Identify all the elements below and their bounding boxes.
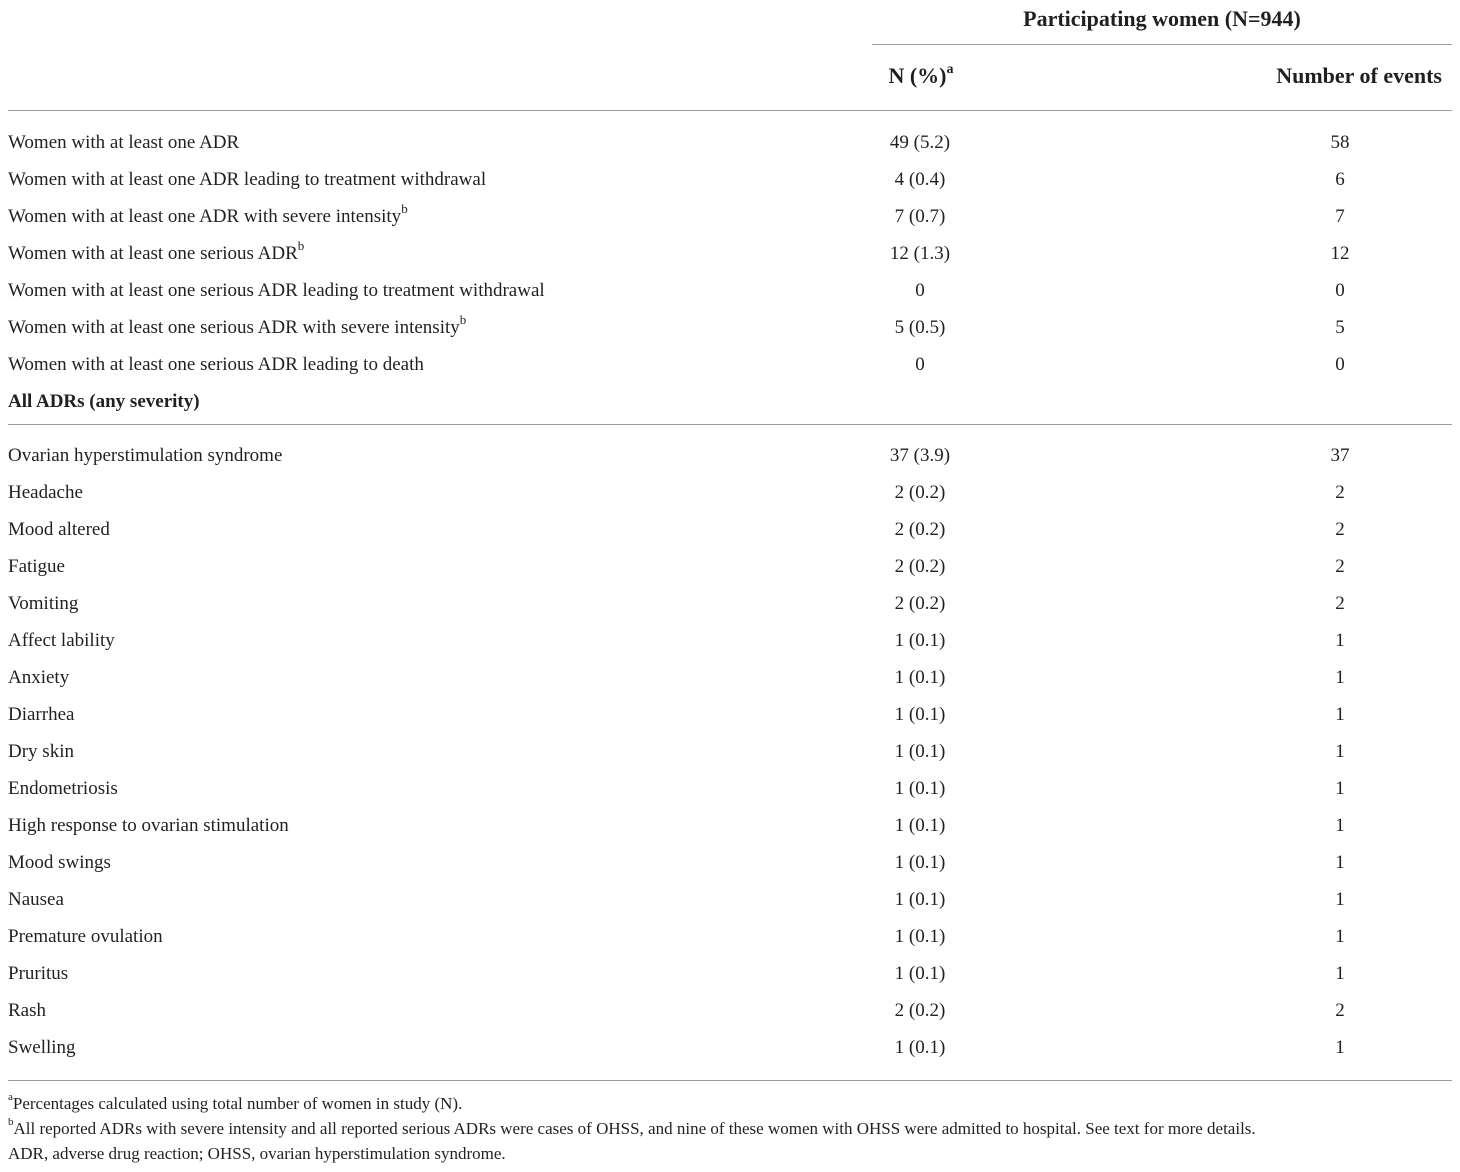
- cell-number-of-events: 1: [1335, 963, 1345, 984]
- cell-number-of-events: 12: [1330, 243, 1350, 264]
- table-row: [0, 474, 1460, 511]
- row-label-text: Swelling: [8, 1037, 76, 1058]
- row-label-text: Vomiting: [8, 593, 79, 614]
- table-row: [0, 807, 1460, 844]
- cell-number-of-events: 6: [1335, 169, 1345, 190]
- cell-n-percent: 49 (5.2): [889, 132, 951, 153]
- footnote-a: [8, 1091, 1456, 1116]
- table-row: [0, 272, 1460, 309]
- table-row: [0, 437, 1460, 474]
- cell-n-percent: 2 (0.2): [894, 593, 946, 614]
- footnote-abbreviations: ADR, adverse drug reaction; OHSS, ovarian hyperstimulation syndrome.: [8, 1144, 506, 1163]
- table-row: [0, 881, 1460, 918]
- section-title-all-adrs: All ADRs (any severity): [8, 391, 200, 412]
- row-label: [8, 696, 74, 733]
- row-label: [8, 585, 78, 622]
- cell-number-of-events: 2: [1335, 482, 1345, 503]
- cell-n-percent: 7 (0.7): [894, 206, 946, 227]
- cell-number-of-events: 5: [1335, 317, 1345, 338]
- footnote-marker: b: [401, 200, 408, 216]
- row-label: [8, 770, 118, 807]
- table-row: [0, 124, 1460, 161]
- row-label: [8, 548, 65, 585]
- cell-n-percent: 0: [915, 354, 925, 375]
- row-label-text: Women with at least one serious ADR leading to death: [8, 354, 424, 375]
- row-label-text: Women with at least one serious ADR: [8, 243, 298, 264]
- cell-n-percent: 1 (0.1): [894, 778, 946, 799]
- row-label-text: Affect lability: [8, 630, 115, 651]
- row-label: [8, 124, 239, 161]
- cell-n-percent: 37 (3.9): [889, 445, 951, 466]
- row-label: [8, 622, 115, 659]
- group-header-rule: [872, 44, 1452, 45]
- row-label-text: Pruritus: [8, 963, 69, 984]
- row-label: [8, 918, 163, 955]
- row-label-text: Headache: [8, 482, 83, 503]
- cell-number-of-events: 2: [1335, 1000, 1345, 1021]
- cell-n-percent: 1 (0.1): [894, 741, 946, 762]
- cell-number-of-events: 2: [1335, 556, 1345, 577]
- table-row: [0, 161, 1460, 198]
- group-header: Participating women (N=944): [1023, 6, 1301, 31]
- cell-number-of-events: 1: [1335, 667, 1345, 688]
- row-label-text: Fatigue: [8, 556, 65, 577]
- cell-n-percent: 2 (0.2): [894, 1000, 946, 1021]
- row-label: [8, 992, 46, 1029]
- cell-n-percent: 1 (0.1): [894, 963, 946, 984]
- column-header-n-label: N (%): [888, 63, 947, 88]
- cell-number-of-events: 1: [1335, 1037, 1345, 1058]
- column-header-n-percent: [872, 60, 970, 92]
- cell-number-of-events: 2: [1335, 519, 1345, 540]
- table-row: [0, 1029, 1460, 1066]
- row-label: [8, 1029, 76, 1066]
- row-label: [8, 955, 68, 992]
- cell-n-percent: 1 (0.1): [894, 926, 946, 947]
- row-label-text: Women with at least one ADR with severe intensity: [8, 206, 402, 227]
- table-row: [0, 309, 1460, 346]
- cell-n-percent: 2 (0.2): [894, 519, 946, 540]
- cell-n-percent: 5 (0.5): [894, 317, 946, 338]
- cell-number-of-events: 1: [1335, 630, 1345, 651]
- table-row: [0, 235, 1460, 272]
- row-label: [8, 437, 282, 474]
- table-row: [0, 696, 1460, 733]
- cell-n-percent: 1 (0.1): [894, 1037, 946, 1058]
- row-label: [8, 659, 69, 696]
- cell-number-of-events: 1: [1335, 889, 1345, 910]
- table-row: [0, 955, 1460, 992]
- row-label-text: Women with at least one serious ADR with severe intensity: [8, 317, 460, 338]
- footnote-a-text: Percentages calculated using total number of women in study (N).: [12, 1094, 463, 1113]
- footnote-marker: a: [946, 61, 954, 77]
- footnote-b-text: All reported ADRs with severe intensity and all reported serious ADRs were cases of OHSS, and nine of these women with OHSS were admitted to hospital. See text for more details.: [13, 1119, 1256, 1138]
- table-row: [0, 770, 1460, 807]
- cell-n-percent: 0: [915, 280, 925, 301]
- row-label: [8, 272, 545, 309]
- row-label: [8, 733, 74, 770]
- row-label-text: Ovarian hyperstimulation syndrome: [8, 445, 283, 466]
- cell-n-percent: 2 (0.2): [894, 556, 946, 577]
- table-row: [0, 511, 1460, 548]
- row-label: [8, 198, 408, 235]
- row-label: [8, 309, 466, 346]
- cell-number-of-events: 2: [1335, 593, 1345, 614]
- footnote-a-marker: a: [8, 1091, 13, 1104]
- table-row: [0, 346, 1460, 383]
- table-row: [0, 548, 1460, 585]
- row-label-text: Rash: [8, 1000, 46, 1021]
- cell-number-of-events: 0: [1335, 354, 1345, 375]
- cell-n-percent: 1 (0.1): [894, 852, 946, 873]
- cell-number-of-events: 7: [1335, 206, 1345, 227]
- cell-n-percent: 1 (0.1): [894, 667, 946, 688]
- row-label: [8, 844, 111, 881]
- table-row: [0, 659, 1460, 696]
- row-label-text: Women with at least one ADR leading to treatment withdrawal: [8, 169, 487, 190]
- footnote-b-marker: b: [8, 1116, 14, 1129]
- row-label-text: Dry skin: [8, 741, 74, 762]
- row-label: [8, 807, 289, 844]
- row-label-text: Women with at least one serious ADR leading to treatment withdrawal: [8, 280, 545, 301]
- cell-number-of-events: 1: [1335, 704, 1345, 725]
- row-label-text: Diarrhea: [8, 704, 75, 725]
- cell-number-of-events: 37: [1330, 445, 1350, 466]
- cell-number-of-events: 1: [1335, 741, 1345, 762]
- row-label: [8, 881, 64, 918]
- cell-n-percent: 2 (0.2): [894, 482, 946, 503]
- footnotes: [8, 1091, 1456, 1166]
- row-label-text: Premature ovulation: [8, 926, 163, 947]
- row-label-text: Endometriosis: [8, 778, 118, 799]
- cell-n-percent: 1 (0.1): [894, 630, 946, 651]
- row-label-text: Mood altered: [8, 519, 110, 540]
- cell-number-of-events: 0: [1335, 280, 1345, 301]
- table-row: [0, 622, 1460, 659]
- column-header-number-of-events: Number of events: [1276, 63, 1442, 88]
- header-bottom-rule: [8, 110, 1452, 111]
- cell-number-of-events: 1: [1335, 815, 1345, 836]
- table-row: [0, 918, 1460, 955]
- cell-n-percent: 1 (0.1): [894, 889, 946, 910]
- row-label: [8, 161, 486, 198]
- cell-n-percent: 12 (1.3): [889, 243, 951, 264]
- table-bottom-rule: [8, 1080, 1452, 1081]
- section-rule: [8, 424, 1452, 425]
- footnote-marker: b: [459, 311, 467, 327]
- row-label-text: High response to ovarian stimulation: [8, 815, 289, 836]
- footnote-marker: b: [297, 237, 305, 253]
- row-label: [8, 511, 110, 548]
- row-label: [8, 235, 304, 272]
- row-label-text: Nausea: [8, 889, 64, 910]
- cell-number-of-events: 1: [1335, 778, 1345, 799]
- table-row: [0, 844, 1460, 881]
- cell-n-percent: 1 (0.1): [894, 815, 946, 836]
- footnote-b: [8, 1116, 1456, 1141]
- row-label: [8, 346, 424, 383]
- table-row: [0, 198, 1460, 235]
- row-label: [8, 474, 83, 511]
- cell-number-of-events: 1: [1335, 852, 1345, 873]
- row-label-text: Women with at least one ADR: [8, 132, 240, 153]
- cell-number-of-events: 1: [1335, 926, 1345, 947]
- row-label-text: Mood swings: [8, 852, 111, 873]
- table-row: [0, 992, 1460, 1029]
- table-row: [0, 733, 1460, 770]
- table-row: [0, 585, 1460, 622]
- cell-number-of-events: 58: [1330, 132, 1350, 153]
- cell-n-percent: 4 (0.4): [894, 169, 946, 190]
- row-label-text: Anxiety: [8, 667, 70, 688]
- cell-n-percent: 1 (0.1): [894, 704, 946, 725]
